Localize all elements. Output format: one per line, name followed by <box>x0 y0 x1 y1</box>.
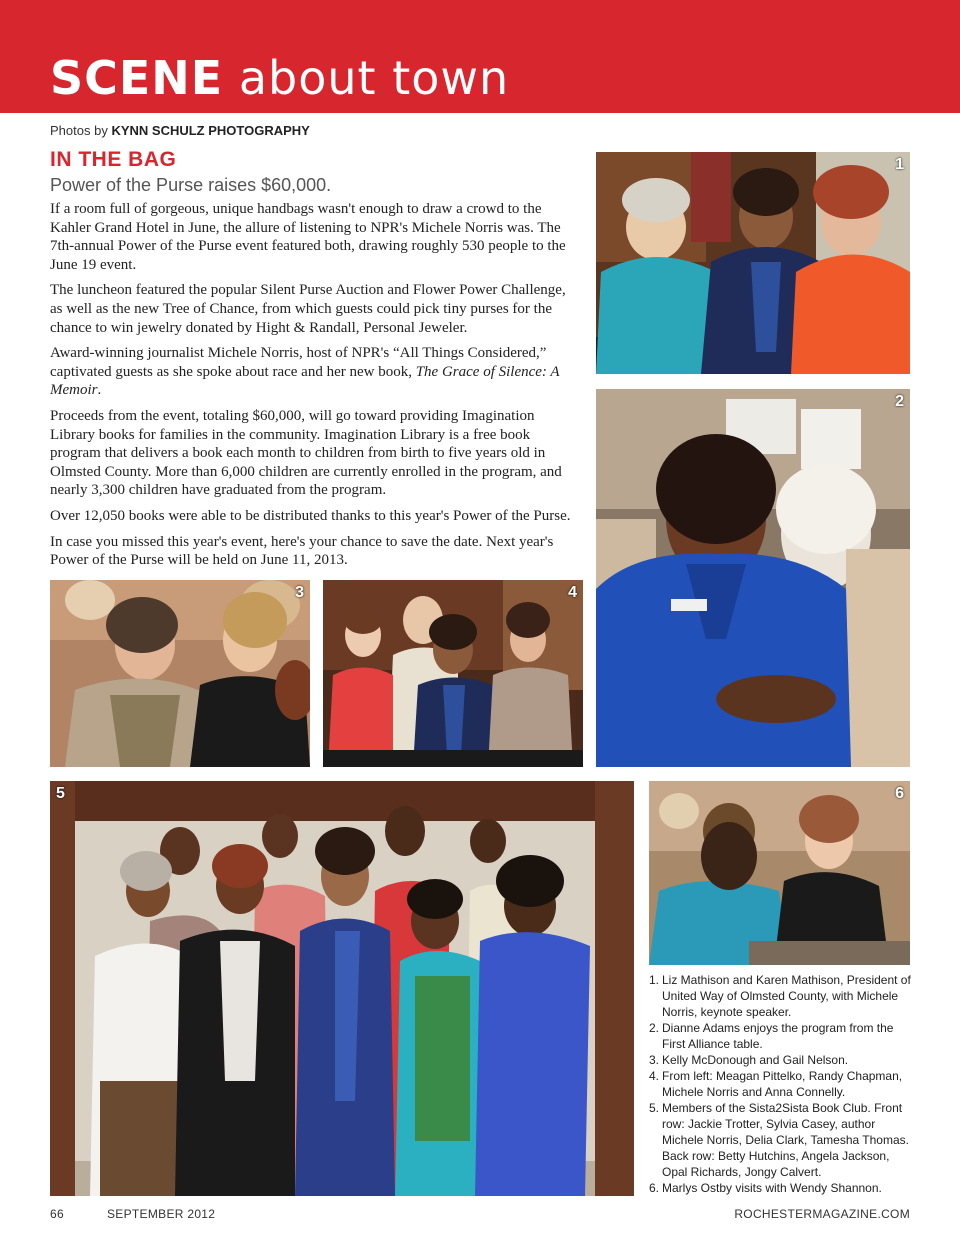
caption-number: 6. <box>649 1181 660 1195</box>
caption-number: 2. <box>649 1021 660 1035</box>
caption-text: Dianne Adams enjoys the program from the First Alliance table. <box>662 1021 894 1051</box>
article-text: . <box>97 382 102 399</box>
caption-number: 4. <box>649 1069 660 1083</box>
photo-6-image <box>649 781 910 965</box>
section-banner <box>0 0 960 113</box>
photo-number: 6 <box>895 785 904 802</box>
caption-number: 5. <box>649 1101 660 1115</box>
magazine-website: ROCHESTERMAGAZINE.COM <box>734 1207 910 1221</box>
article-paragraph: The luncheon featured the popular Silent Purse Auction and Flower Power Challenge, as well as the new Tree of Chance, from which guests could pick tiny purses for the chance to win jewelry donated by Hight & Randall, Personal Jeweler. <box>50 282 566 336</box>
photo-credit <box>50 123 310 138</box>
caption-item <box>649 1068 914 1100</box>
photo-3-image <box>50 580 310 767</box>
article-heading: IN THE BAG <box>50 148 177 171</box>
caption-item <box>649 1180 914 1196</box>
caption-text: Liz Mathison and Karen Mathison, President of United Way of Olmsted County, with Michele Norris, keynote speaker. <box>662 973 911 1019</box>
article-paragraph: Proceeds from the event, totaling $60,000, will go toward providing Imagination Library books for families in the community. Imagination Library is a free book program that delivers a book each month to children from birth to five years old in Olmsted County. More than 6,000 children are currently enrolled in the program, and nearly 3,300 children have graduated from the program. <box>50 407 562 499</box>
photo-number: 4 <box>568 584 577 601</box>
article-text: Award-winning journalist Michele Norris, host of NPR's “All Things Considered,” captivated guests as she spoke about race and her new book, <box>50 345 547 380</box>
article-paragraph: Over 12,050 books were able to be distributed thanks to this year's Power of the Purse. <box>50 507 571 524</box>
caption-number: 1. <box>649 973 660 987</box>
photo-credit-prefix: Photos by <box>50 123 108 138</box>
article-paragraph: If a room full of gorgeous, unique handbags wasn't enough to draw a crowd to the Kahler Grand Hotel in June, the allure of listening to NPR's Michele Norris was. The 7th-annual Power of the Purse event featured both, drawing roughly 530 people to the June 19 event. <box>50 201 566 273</box>
caption-text: Kelly McDonough and Gail Nelson. <box>662 1053 849 1067</box>
article-body <box>50 200 580 577</box>
photo-1-image <box>596 152 910 374</box>
book-title: The Grace of Silence: A Memoir <box>50 363 560 399</box>
photo-number: 2 <box>895 393 904 410</box>
article-paragraph <box>50 344 580 400</box>
caption-number: 3. <box>649 1053 660 1067</box>
photo-credit-name: KYNN SCHULZ PHOTOGRAPHY <box>111 123 310 138</box>
photo-4-image <box>323 580 583 767</box>
photo-number: 5 <box>56 785 65 802</box>
photo-4 <box>323 580 583 767</box>
caption-text: Members of the Sista2Sista Book Club. Front row: Jackie Trotter, Sylvia Casey, author Michele Norris, Delia Clark, Tamesha Thomas. Back row: Betty Hutchins, Angela Jackson, Opal Richards, Jongy Calvert. <box>662 1101 909 1179</box>
caption-item <box>649 1100 914 1180</box>
issue-date: SEPTEMBER 2012 <box>107 1207 216 1221</box>
photo-2 <box>596 389 910 767</box>
caption-text: Marlys Ostby visits with Wendy Shannon. <box>662 1181 882 1195</box>
caption-text: From left: Meagan Pittelko, Randy Chapman, Michele Norris and Anna Connelly. <box>662 1069 903 1099</box>
caption-item <box>649 1052 914 1068</box>
photo-5-image <box>50 781 634 1196</box>
page-number: 66 <box>50 1207 64 1221</box>
photo-number: 1 <box>895 156 904 173</box>
article-subhead: Power of the Purse raises $60,000. <box>50 175 332 195</box>
section-title-bold: SCENE <box>50 51 224 105</box>
photo-1 <box>596 152 910 374</box>
photo-captions <box>649 972 914 1196</box>
caption-item <box>649 972 914 1020</box>
photo-2-image <box>596 389 910 767</box>
article-paragraph: In case you missed this year's event, here's your chance to save the date. Next year's Power of the Purse will be held on June 11, 2013. <box>50 533 554 569</box>
caption-item <box>649 1020 914 1052</box>
photo-number: 3 <box>295 584 304 601</box>
section-title-light: about town <box>238 51 510 105</box>
photo-6 <box>649 781 910 965</box>
photo-3 <box>50 580 310 767</box>
section-title <box>50 50 509 106</box>
photo-5 <box>50 781 634 1196</box>
